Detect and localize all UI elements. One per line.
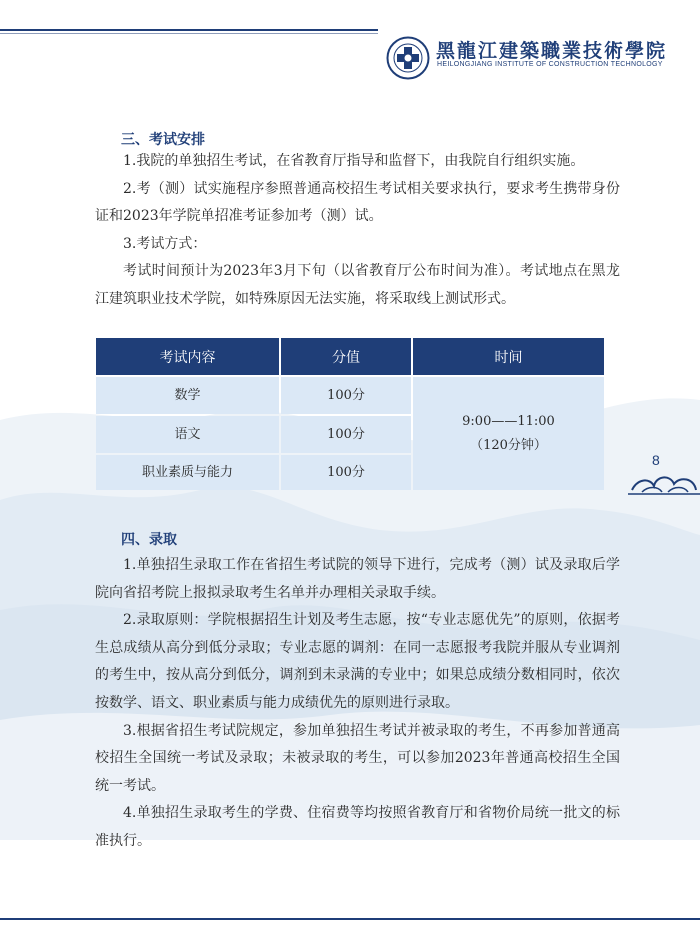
table-cell-subject: 职业素质与能力 [96,455,279,490]
footer-rule [0,918,700,920]
table-header-subject: 考试内容 [96,338,279,375]
page-number: 8 [652,452,660,468]
paragraph: 3.根据省招生考试院规定，参加单独招生考试并被录取的考生，不再参加普通高校招生全国统一考试及录取；未被录取的考生，可以参加2023年普通高校招生全国统一考试。 [95,722,620,794]
paragraph: 3.考试方式： [123,235,207,252]
paragraph: 考试时间预计为2023年3月下旬（以省教育厅公布时间为准）。考试地点在黑龙江建筑职业技术学院，如特殊原因无法实施，将采取线上测试形式。 [95,263,620,307]
section-admission-text [95,552,620,856]
paragraph: 4.单独招生录取考生的学费、住宿费等均按照省教育厅和省物价局统一批文的标准执行。 [95,805,620,849]
paragraph: 1.单独招生录取工作在省招生考试院的领导下进行，完成考（测）试及录取后学院向省招考院上报拟录取考生名单并办理相关录取手续。 [95,557,620,601]
exam-time: 9:00——11:00 [462,413,555,429]
paragraph: 2.录取原则：学院根据招生计划及考生志愿，按“专业志愿优先”的原则，依据考生总成绩从高分到低分录取；专业志愿的调剂：在同一志愿报考我院并服从专业调剂的考生中，按从高分到低分，调剂到未录满的专业中；如果总成绩分数相同时，依次按数学、语文、职业素质与能力成绩优先的原则进行录取。 [95,612,620,711]
table-cell-subject: 语文 [96,416,279,453]
section-exam-text [95,148,620,314]
table-header-time: 时间 [413,338,604,375]
cloud-ornament-icon [628,468,700,498]
header-rule-thin [0,33,378,34]
table-cell-score: 100分 [281,455,411,490]
school-name-en: HEILONGJIANG INSTITUTE OF CONSTRUCTION TECHNOLOGY [437,61,663,68]
header-rule [0,29,378,31]
table-header-score: 分值 [281,338,411,375]
section-heading-exam: 三、考试安排 [121,132,205,148]
table-cell-score: 100分 [281,416,411,453]
school-logo-icon [386,36,430,80]
paragraph: 2.考（测）试实施程序参照普通高校招生考试相关要求执行，要求考生携带身份证和2023年学院单招准考证参加考（测）试。 [95,180,620,225]
paragraph: 1.我院的单独招生考试，在省教育厅指导和监督下，由我院自行组织实施。 [123,153,585,169]
section-heading-admission: 四、录取 [121,532,177,548]
exam-table [96,338,604,490]
table-cell-score: 100分 [281,377,411,414]
table-cell-subject: 数学 [96,377,279,414]
table-cell-time [413,377,604,490]
exam-duration: （120分钟） [470,437,547,453]
school-name-cn: 黑龍江建築職業技術學院 [436,40,668,62]
